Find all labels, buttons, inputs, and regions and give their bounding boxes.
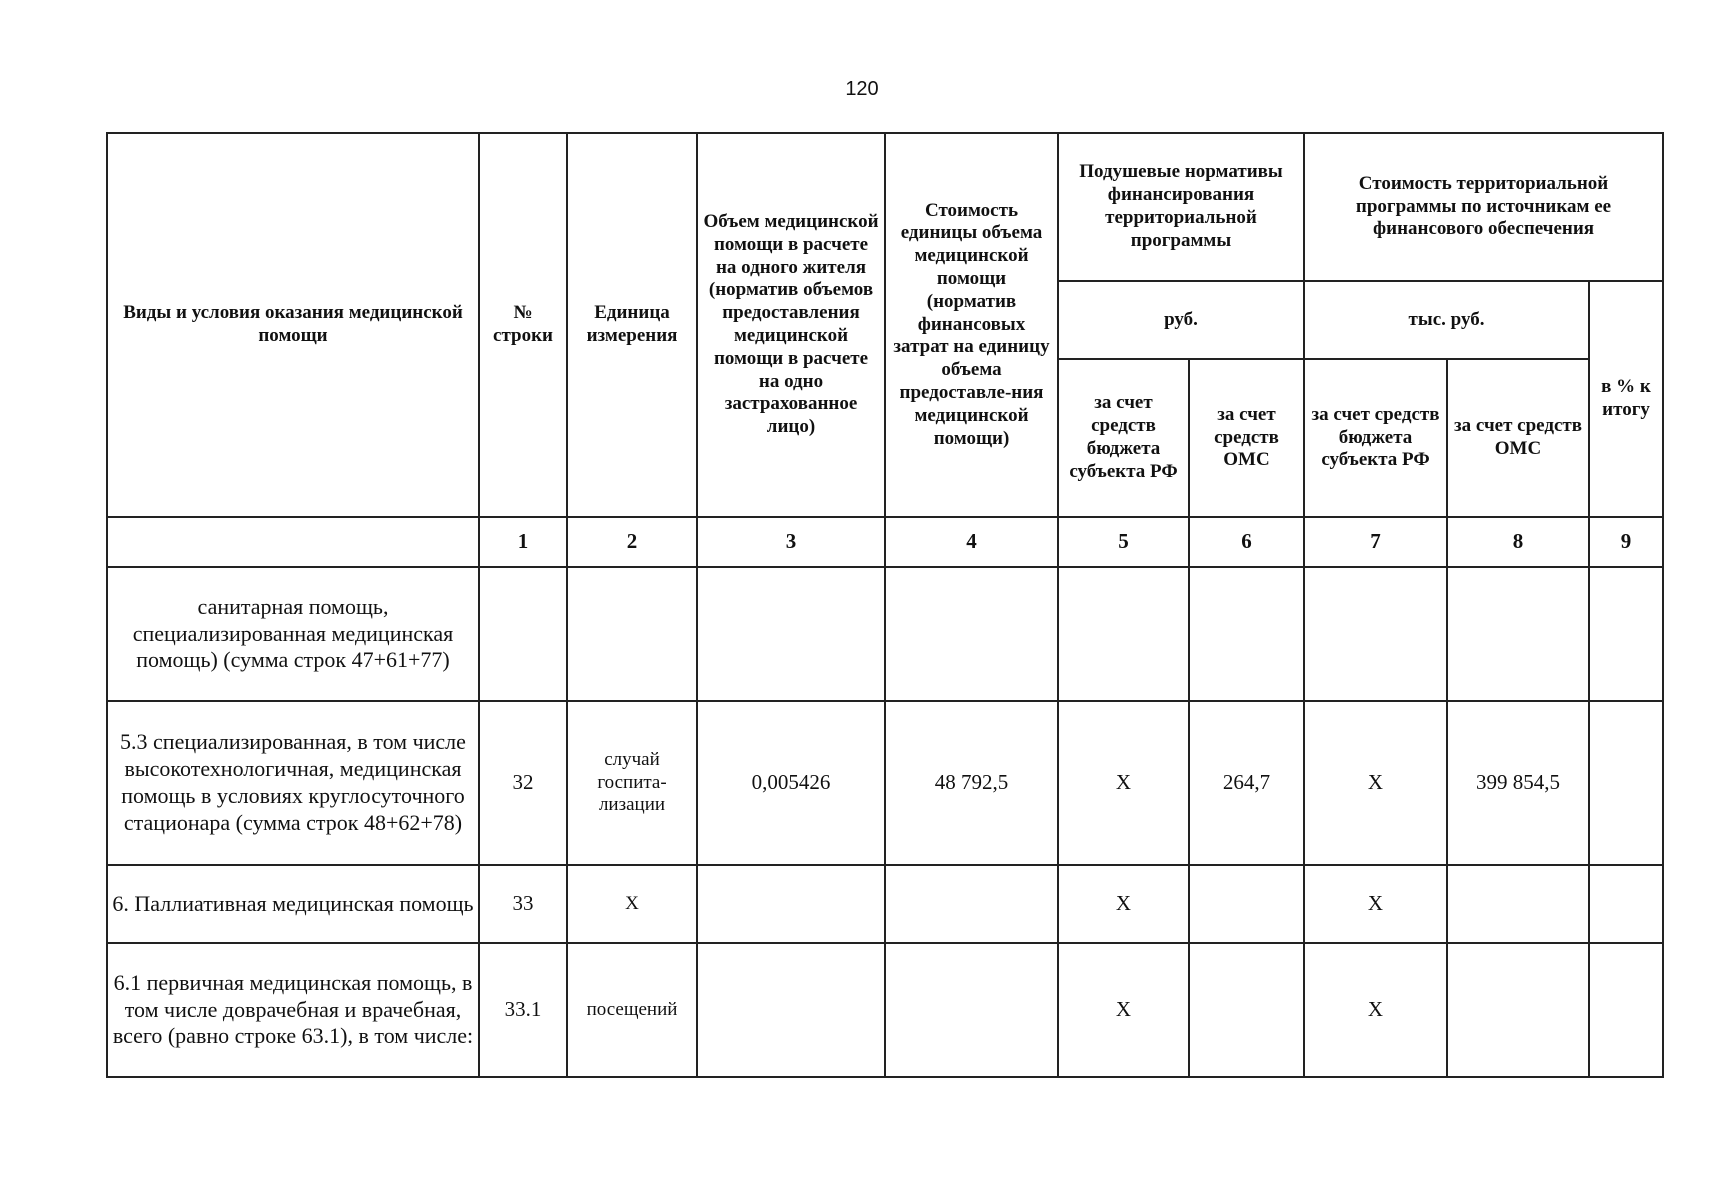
column-number xyxy=(107,517,479,567)
table-row xyxy=(107,701,1663,865)
row-name: 5.3 специализированная, в том числе высокотехнологичная, медицинская помощь в условиях круглосуточного стационара (сумма строк 48+62+78) xyxy=(107,701,479,865)
header-per-capita-standards: Подушевые нормативы финансирования территориальной программы xyxy=(1058,133,1304,281)
row-number xyxy=(479,567,567,701)
row-unit: Х xyxy=(567,865,697,943)
header-row-number: № строки xyxy=(479,133,567,517)
row-col8 xyxy=(1447,567,1589,701)
row-volume: 0,005426 xyxy=(697,701,885,865)
row-volume xyxy=(697,567,885,701)
row-col5: Х xyxy=(1058,943,1189,1077)
row-col9 xyxy=(1589,865,1663,943)
row-col8 xyxy=(1447,865,1589,943)
row-col5 xyxy=(1058,567,1189,701)
row-col9 xyxy=(1589,701,1663,865)
header-oms-cost: за счет средств ОМС xyxy=(1447,359,1589,517)
row-col8: 399 854,5 xyxy=(1447,701,1589,865)
header-unit: Единица измерения xyxy=(567,133,697,517)
row-volume xyxy=(697,943,885,1077)
row-col7: Х xyxy=(1304,701,1447,865)
row-col5: Х xyxy=(1058,701,1189,865)
row-volume xyxy=(697,865,885,943)
row-number: 32 xyxy=(479,701,567,865)
header-volume: Объем медицинской помощи в расчете на одного жителя (норматив объемов предоставления медицинской помощи в расчете на одно застрахованное лицо) xyxy=(697,133,885,517)
row-col8 xyxy=(1447,943,1589,1077)
column-number: 9 xyxy=(1589,517,1663,567)
row-col7: Х xyxy=(1304,943,1447,1077)
row-cost xyxy=(885,567,1058,701)
column-number: 4 xyxy=(885,517,1058,567)
row-name: 6. Паллиативная медицинская помощь xyxy=(107,865,479,943)
row-unit xyxy=(567,567,697,701)
column-number: 3 xyxy=(697,517,885,567)
row-col9 xyxy=(1589,943,1663,1077)
row-cost: 48 792,5 xyxy=(885,701,1058,865)
column-number: 5 xyxy=(1058,517,1189,567)
header-oms-per-capita: за счет средств ОМС xyxy=(1189,359,1304,517)
table-row xyxy=(107,943,1663,1077)
row-unit: случай госпита-лизации xyxy=(567,701,697,865)
medical-care-table xyxy=(106,132,1664,1078)
header-budget-cost: за счет средств бюджета субъекта РФ xyxy=(1304,359,1447,517)
row-number: 33.1 xyxy=(479,943,567,1077)
column-number: 8 xyxy=(1447,517,1589,567)
column-number: 7 xyxy=(1304,517,1447,567)
header-unit-thousand-rub: тыс. руб. xyxy=(1304,281,1589,359)
row-cost xyxy=(885,943,1058,1077)
row-cost xyxy=(885,865,1058,943)
header-unit-cost: Стоимость единицы объема медицинской помощи (норматив финансовых затрат на единицу объема предоставле-ния медицинской помощи) xyxy=(885,133,1058,517)
row-col7 xyxy=(1304,567,1447,701)
table-row xyxy=(107,865,1663,943)
row-unit: посещений xyxy=(567,943,697,1077)
row-name: санитарная помощь, специализированная медицинская помощь) (сумма строк 47+61+77) xyxy=(107,567,479,701)
row-col6 xyxy=(1189,943,1304,1077)
page-number: 120 xyxy=(845,78,879,100)
row-col6: 264,7 xyxy=(1189,701,1304,865)
header-budget-per-capita: за счет средств бюджета субъекта РФ xyxy=(1058,359,1189,517)
header-percent-of-total: в % к итогу xyxy=(1589,281,1663,517)
column-number: 2 xyxy=(567,517,697,567)
row-col9 xyxy=(1589,567,1663,701)
row-col5: Х xyxy=(1058,865,1189,943)
row-col6 xyxy=(1189,567,1304,701)
column-number: 1 xyxy=(479,517,567,567)
row-col6 xyxy=(1189,865,1304,943)
table-row xyxy=(107,567,1663,701)
row-number: 33 xyxy=(479,865,567,943)
header-program-cost: Стоимость территориальной программы по источникам ее финансового обеспечения xyxy=(1304,133,1663,281)
header-unit-rub: руб. xyxy=(1058,281,1304,359)
row-name: 6.1 первичная медицинская помощь, в том числе доврачебная и врачебная, всего (равно строке 63.1), в том числе: xyxy=(107,943,479,1077)
row-col7: Х xyxy=(1304,865,1447,943)
header-types-of-care: Виды и условия оказания медицинской помощи xyxy=(107,133,479,517)
column-number: 6 xyxy=(1189,517,1304,567)
